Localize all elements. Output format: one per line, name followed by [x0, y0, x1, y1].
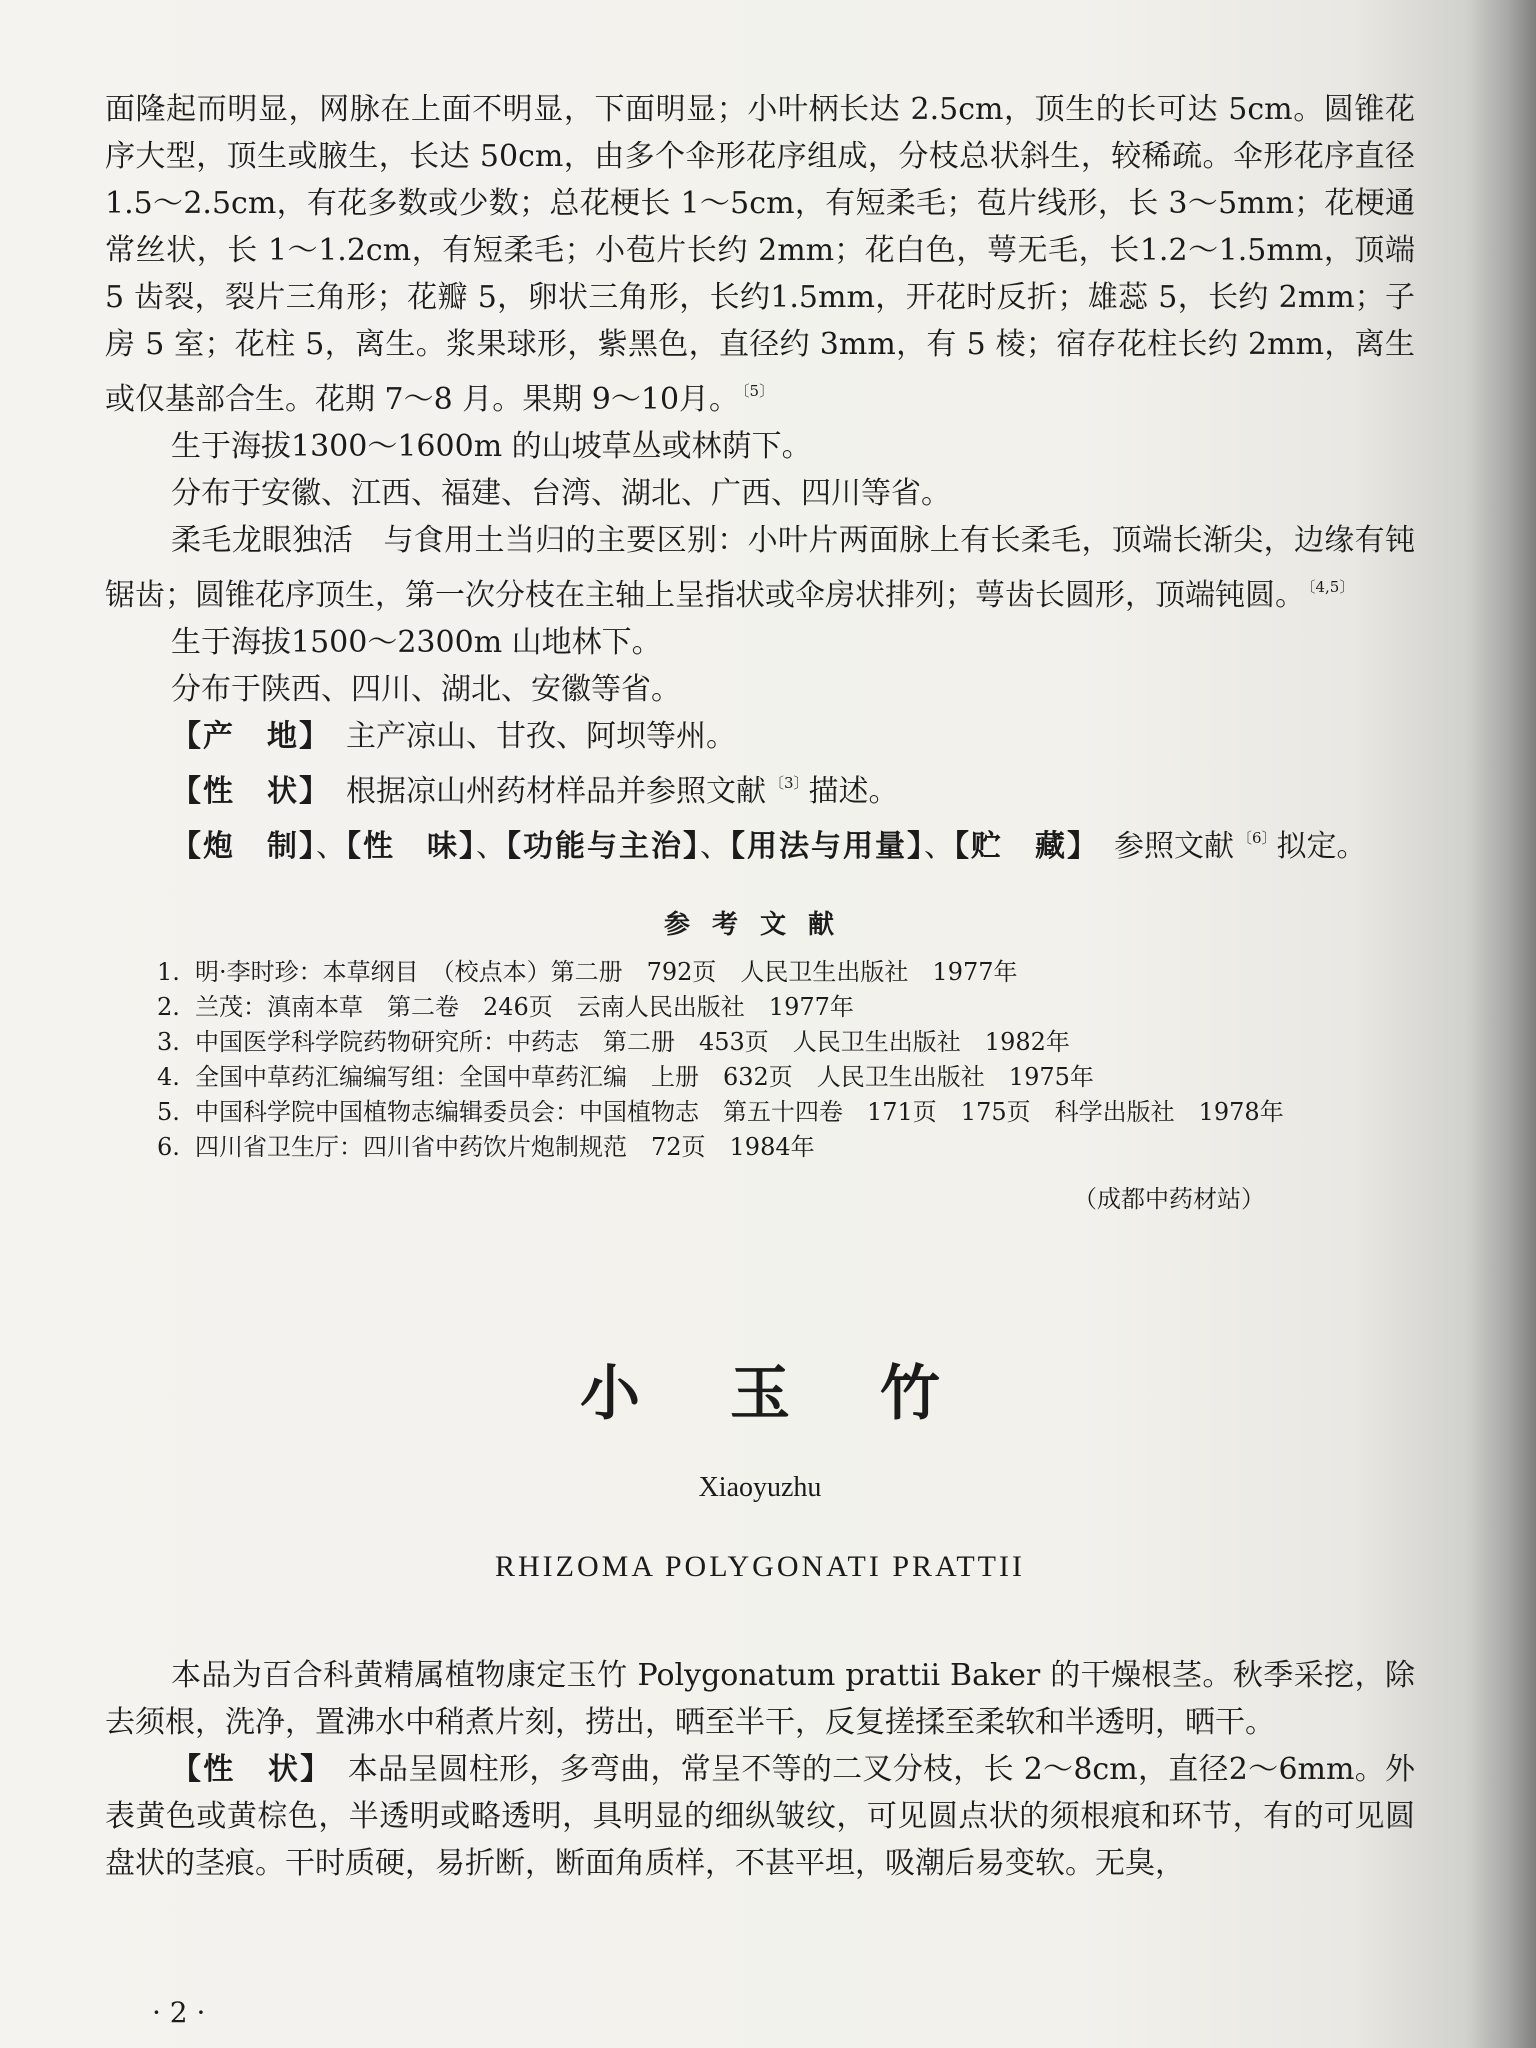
section-label: 【产 地】	[171, 719, 316, 754]
section-label: 【用法与用量】	[730, 829, 924, 864]
section-label: 【炮 制】	[171, 829, 316, 864]
reference-item: 2. 兰茂：滇南本草 第二卷 246页 云南人民出版社 1977年	[157, 993, 854, 1021]
citation-sup: 〔5〕	[742, 382, 775, 400]
section-label: 【性 状】	[171, 774, 316, 809]
section-paozhi: 【炮 制】、【性 味】、【功能与主治】、【用法与用量】、【贮 藏】 参照文献 $^{〔6〕}$拟定。	[171, 829, 1367, 864]
citation-sup: 〔4,5〕	[1308, 578, 1355, 596]
section-label: 【功能与主治】	[506, 829, 700, 864]
reference-item: 4. 全国中草药汇编编写组：全国中草药汇编 上册 632页 人民卫生出版社 1975年	[157, 1063, 1094, 1091]
page-content	[105, 86, 1415, 1887]
references-title: 参考文献	[663, 910, 856, 940]
references-list	[157, 955, 1415, 1165]
paragraph-distribution-1: 分布于安徽、江西、福建、台湾、湖北、广西、四川等省。	[171, 476, 951, 511]
paragraph-habitat-1: 生于海拔1300～1600m 的山坡草丛或林荫下。	[171, 429, 812, 464]
paragraph-comparison	[105, 517, 1415, 619]
entry-xingzhuang	[105, 1746, 1415, 1887]
reference-item: 6. 四川省卫生厅：四川省中药饮片炮制规范 72页 1984年	[157, 1133, 815, 1161]
paragraph-text: 柔毛龙眼独活 与食用土当归的主要区别：小叶片两面脉上有长柔毛，顶端长渐尖，边缘有钝锯齿；圆锥花序顶生，第一次分枝在主轴上呈指状或伞房状排列；萼齿长圆形，顶端钝圆。	[105, 523, 1415, 613]
entry-body	[105, 1652, 1415, 1887]
reference-item: 5. 中国科学院中国植物志编辑委员会：中国植物志 第五十四卷 171页 175页 科学出版社 1978年	[157, 1098, 1284, 1126]
entry-pinyin: Xiaoyuzhu	[698, 1472, 822, 1503]
section-text: 拟定。	[1276, 829, 1367, 864]
paragraph-description	[105, 86, 1415, 423]
section-chandi	[105, 713, 1415, 760]
section-xingzhuang	[105, 760, 1415, 815]
author-organization: （成都中药材站）	[1073, 1185, 1265, 1213]
paragraph-habitat-2: 生于海拔1500～2300m 山地林下。	[171, 625, 662, 660]
citation-sup: 〔6〕	[1237, 829, 1277, 847]
reference-item: 3. 中国医学科学院药物研究所：中药志 第二册 453页 人民卫生出版社 1982年	[157, 1028, 1070, 1056]
section-text: 本品呈圆柱形，多弯曲，常呈不等的二叉分枝，长 2～8cm，直径2～6mm。外表黄色或黄棕色，半透明或略透明，具明显的细纵皱纹，可见圆点状的须根痕和环节，有的可见圆盘状的茎痕。干时质硬，易折断，断面角质样，不甚平坦，吸潮后易变软。无臭，	[105, 1752, 1415, 1881]
entry-title: 小玉竹	[580, 1359, 1030, 1429]
section-text: 根据凉山州药材样品并参照文献	[346, 774, 766, 809]
section-text: 参照文献	[1114, 829, 1234, 864]
paragraph-text: 面隆起而明显，网脉在上面不明显，下面明显；小叶柄长达 2.5cm，顶生的长可达 5cm。圆锥花序大型，顶生或腋生，长达 50cm，由多个伞形花序组成，分枝总状斜生，较稀疏。伞形花序直径1.5～2.5cm，有花多数或少数；总花梗长 1～5cm，有短柔毛；苞片线形，长 3～5mm；花梗通常丝状，长 1～1.2cm，有短柔毛；小苞片长约 2mm；花白色，萼无毛，长1.2～1.5mm，顶端 5 齿裂，裂片三角形；花瓣 5，卵状三角形，长约1.5mm，开花时反折；雄蕊 5，长约 2mm；子房 5 室；花柱 5，离生。浆果球形，紫黑色，直径约 3mm，有 5 棱；宿存花柱长约 2mm，离生或仅基部合生。花期 7～8 月。果期 9～10月。	[105, 92, 1415, 417]
binding-shadow	[1466, 0, 1536, 2048]
section-text: 描述。	[808, 774, 899, 809]
citation-sup: 〔3〕	[769, 774, 809, 792]
page-number: · 2 ·	[152, 1996, 206, 2029]
section-label: 【性 味】	[346, 829, 476, 864]
entry-intro: 本品为百合科黄精属植物康定玉竹 Polygonatum prattii Baker 的干燥根茎。秋季采挖，除去须根，洗净，置沸水中稍煮片刻，捞出，晒至半干，反复搓揉至柔软和半透明，晒干。	[105, 1658, 1415, 1740]
paragraph-distribution-2: 分布于陕西、四川、湖北、安徽等省。	[171, 672, 681, 707]
section-text: 主产凉山、甘孜、阿坝等州。	[346, 719, 736, 754]
reference-item: 1. 明·李时珍：本草纲目 （校点本）第二册 792页 人民卫生出版社 1977年	[157, 958, 1018, 986]
entry-latin-name: RHIZOMA POLYGONATI PRATTII	[495, 1550, 1025, 1583]
section-label: 【性 状】	[171, 1752, 318, 1787]
section-label: 【贮 藏】	[954, 829, 1084, 864]
